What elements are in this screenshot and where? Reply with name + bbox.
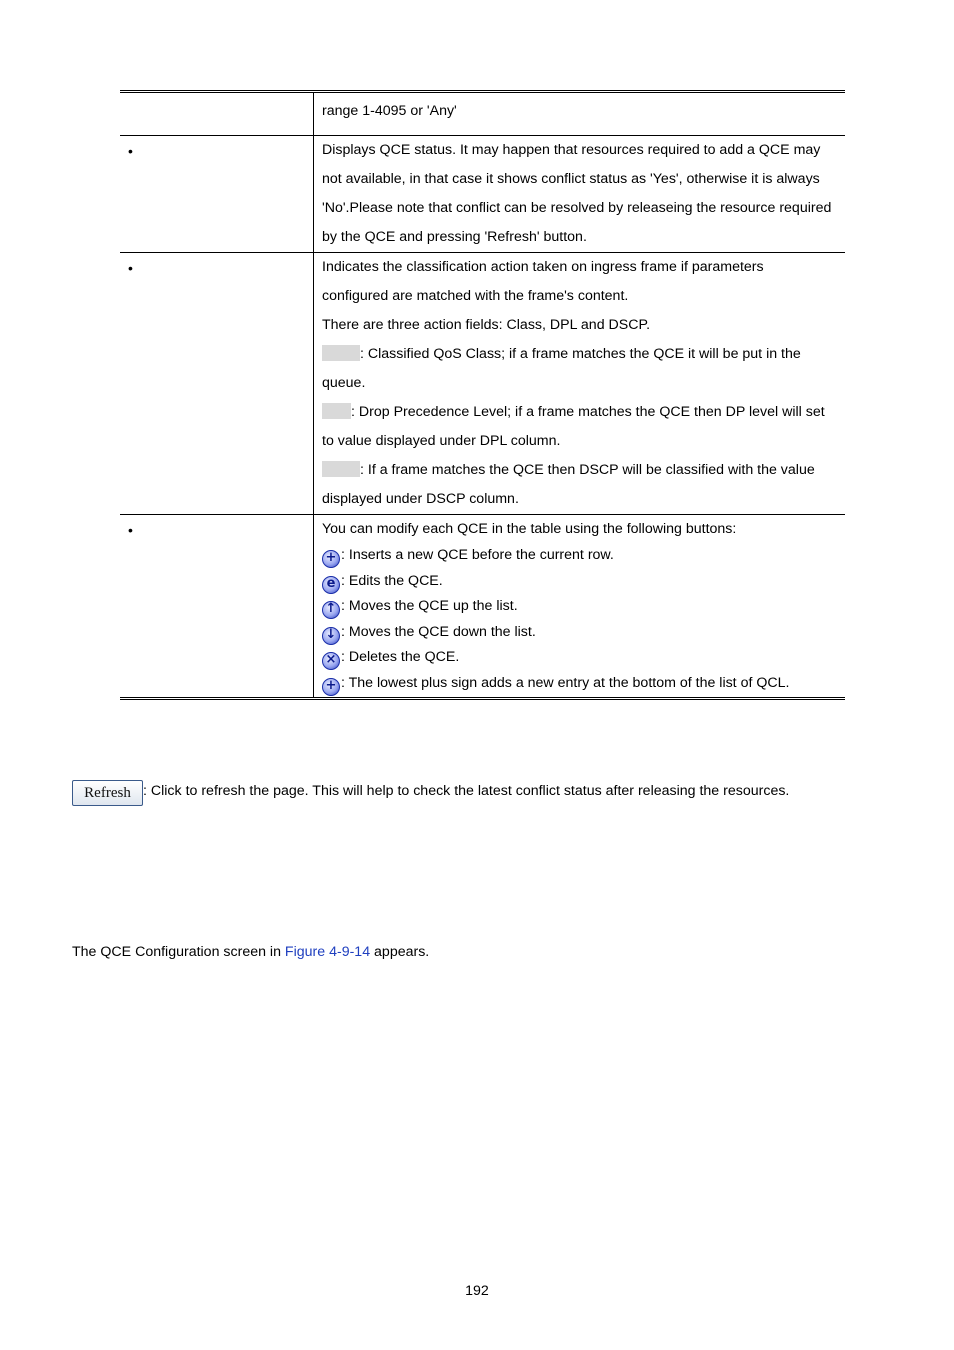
parameter-cell — [120, 253, 314, 515]
parameter-cell — [120, 92, 314, 136]
description-cell — [314, 92, 846, 136]
delete-circle-icon: × — [322, 652, 340, 670]
refresh-description-text: : Click to refresh the page. This will help to check the latest conflict status after releasing the resources. — [143, 783, 790, 799]
description-line: to value displayed under DPL column. — [322, 433, 561, 449]
description-line: 'No'.Please note that conflict can be resolved by releaseing the resource required — [322, 200, 832, 216]
description-line: by the QCE and pressing 'Refresh' button. — [322, 229, 587, 245]
description-line: displayed under DSCP column. — [322, 491, 519, 507]
description-line: configured are matched with the frame's content. — [322, 288, 629, 304]
description-line: There are three action fields: Class, DPL and DSCP. — [322, 317, 651, 333]
parameter-description-table — [120, 90, 845, 700]
button-description: ↑ : Moves the QCE up the list. — [322, 594, 837, 620]
description-line: : If a frame matches the QCE then DSCP will be classified with the value — [322, 456, 837, 485]
description-line: Indicates the classification action taken on ingress frame if parameters — [322, 259, 764, 275]
table-row — [120, 253, 845, 515]
arrow-up-circle-icon: ↑ — [322, 601, 340, 619]
description-line: queue. — [322, 375, 366, 391]
refresh-description — [72, 780, 789, 806]
button-description: × : Deletes the QCE. — [322, 645, 837, 671]
bullet-mark: • — [128, 522, 133, 538]
button-description: ↓ : Moves the QCE down the list. — [322, 620, 837, 646]
description-line: : Drop Precedence Level; if a frame matches the QCE then DP level will set — [322, 398, 837, 427]
intro-paragraph: The QCE Configuration screen in Figure 4-9-14 appears. — [72, 944, 430, 960]
description-line: range 1-4095 or 'Any' — [322, 103, 457, 119]
plus-circle-icon: + — [322, 678, 340, 696]
button-description: + : Inserts a new QCE before the current row. — [322, 543, 837, 569]
edit-circle-icon: e — [322, 576, 340, 594]
table-row — [120, 515, 845, 699]
description-line: not available, in that case it shows conflict status as 'Yes', otherwise it is always — [322, 171, 820, 187]
dpl-highlight — [322, 403, 351, 419]
description-cell — [314, 253, 846, 515]
plus-circle-icon: + — [322, 550, 340, 568]
bullet-mark: • — [128, 260, 133, 276]
parameter-cell — [120, 515, 314, 699]
description-cell — [314, 515, 846, 699]
class-highlight — [322, 345, 360, 361]
dscp-highlight — [322, 461, 360, 477]
button-description: e : Edits the QCE. — [322, 569, 837, 595]
bullet-mark: • — [128, 143, 133, 159]
parameter-cell — [120, 136, 314, 253]
arrow-down-circle-icon: ↓ — [322, 627, 340, 645]
button-description: + : The lowest plus sign adds a new entry at the bottom of the list of QCL. — [322, 671, 837, 697]
page-number: 192 — [465, 1283, 489, 1299]
refresh-button[interactable]: Refresh — [72, 780, 143, 806]
description-line: : Classified QoS Class; if a frame matches the QCE it will be put in the — [322, 340, 837, 369]
figure-link[interactable]: Figure 4-9-14 — [284, 944, 371, 960]
description-cell — [314, 136, 846, 253]
description-line: Displays QCE status. It may happen that resources required to add a QCE may — [322, 142, 821, 158]
table-row — [120, 136, 845, 253]
description-line: You can modify each QCE in the table using the following buttons: — [322, 521, 737, 537]
table-row — [120, 92, 845, 136]
